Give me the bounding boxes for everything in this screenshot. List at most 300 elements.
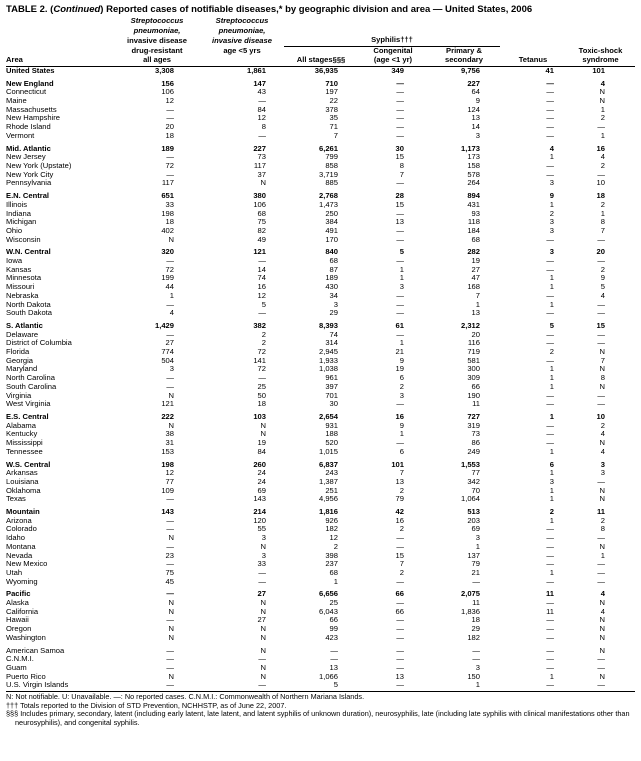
row-value: — <box>396 646 404 655</box>
row-value: 504 <box>161 356 174 365</box>
row-value: — <box>546 625 554 634</box>
row-value: 30 <box>395 144 404 153</box>
row-value: — <box>546 525 554 534</box>
row-value: 82 <box>257 226 266 235</box>
row-value: 3 <box>399 283 404 292</box>
row-value: 116 <box>467 339 480 348</box>
row-value: 28 <box>395 192 404 201</box>
row-value: 24 <box>257 469 266 478</box>
table-row <box>6 365 635 374</box>
row-value: — <box>396 542 404 551</box>
row-value: 109 <box>161 486 174 495</box>
table-row <box>6 97 635 106</box>
row-area-label: Vermont <box>6 131 35 140</box>
row-value: 15 <box>395 200 404 209</box>
table-row <box>6 422 635 431</box>
row-value: 68 <box>257 209 266 218</box>
row-value: N <box>260 633 266 642</box>
row-value: 13 <box>395 477 404 486</box>
row-value: 2 <box>549 508 554 517</box>
row-value: 55 <box>257 525 266 534</box>
row-value: 727 <box>467 412 480 421</box>
table-row <box>6 517 635 526</box>
row-value: — <box>546 114 554 123</box>
row-value: 66 <box>395 607 404 616</box>
row-value: 3 <box>169 365 174 374</box>
row-value: 20 <box>471 330 480 339</box>
row-value: — <box>546 577 554 586</box>
row-value: 4 <box>600 607 605 616</box>
row-value: 3 <box>549 179 554 188</box>
row-value: 35 <box>329 114 338 123</box>
row-value: 926 <box>325 516 338 525</box>
row-value: 1 <box>169 291 174 300</box>
notifiable-diseases-table <box>6 17 635 690</box>
row-area-label: Ohio <box>6 226 23 235</box>
row-value: 13 <box>395 218 404 227</box>
row-area-label: Colorado <box>6 525 37 534</box>
row-value: 9,756 <box>460 66 480 75</box>
footnote-ddd: ††† Totals reported to the Division of STD Prevention, NCHHSTP, as of June 22, 2007. <box>6 700 287 710</box>
row-value: — <box>258 655 266 664</box>
row-value: — <box>597 309 605 318</box>
row-value: 101 <box>391 460 404 469</box>
row-value: — <box>166 330 174 339</box>
row-value: — <box>546 97 554 106</box>
row-value: 66 <box>471 382 480 391</box>
row-value: — <box>396 179 404 188</box>
row-value: 29 <box>471 625 480 634</box>
row-value: 86 <box>471 439 480 448</box>
row-value: 380 <box>253 192 266 201</box>
row-value: — <box>597 235 605 244</box>
table-row <box>6 66 635 75</box>
row-value: 3 <box>600 460 605 469</box>
row-value: 12 <box>257 114 266 123</box>
row-value: 42 <box>395 508 404 517</box>
table-row <box>6 590 635 599</box>
row-value: 69 <box>257 486 266 495</box>
table-title <box>6 4 635 15</box>
row-value: — <box>597 391 605 400</box>
table-row <box>6 88 635 97</box>
table-row <box>6 309 635 318</box>
table-row <box>6 673 635 682</box>
row-value: 84 <box>257 447 266 456</box>
table-row <box>6 495 635 504</box>
row-value: 1,066 <box>318 672 338 681</box>
row-value: 7 <box>600 356 605 365</box>
row-value: — <box>396 625 404 634</box>
row-value: 16 <box>596 144 605 153</box>
row-value: — <box>166 105 174 114</box>
row-value: 14 <box>257 265 266 274</box>
row-value: — <box>396 655 404 664</box>
header-row-3 <box>6 36 635 46</box>
row-value: — <box>597 257 605 266</box>
hdr-congenital-1: Congenital <box>373 45 413 55</box>
row-value: 431 <box>467 200 480 209</box>
row-value: 2,654 <box>318 412 338 421</box>
row-value: 3 <box>399 391 404 400</box>
row-value: 9 <box>600 274 605 283</box>
row-value: N <box>599 542 605 551</box>
row-value: 402 <box>161 226 174 235</box>
row-value: 198 <box>161 209 174 218</box>
row-value: — <box>396 79 404 88</box>
table-row <box>6 461 635 470</box>
row-value: 182 <box>325 525 338 534</box>
row-value: 4 <box>600 291 605 300</box>
row-value: N <box>599 616 605 625</box>
row-value: — <box>597 330 605 339</box>
row-value: 520 <box>325 439 338 448</box>
hdr-strep-dr-2: pneumoniae, <box>133 25 181 35</box>
row-value: 31 <box>165 439 174 448</box>
row-value: 3 <box>549 477 554 486</box>
row-value: — <box>546 291 554 300</box>
row-value: 1 <box>549 495 554 504</box>
row-value: — <box>166 170 174 179</box>
row-value: — <box>396 330 404 339</box>
row-value: 2,075 <box>460 590 480 599</box>
row-value: 3,719 <box>318 170 338 179</box>
table-row <box>6 292 635 301</box>
row-value: 885 <box>325 179 338 188</box>
row-area-label: Arizona <box>6 516 32 525</box>
row-value: 5 <box>600 283 605 292</box>
row-value: — <box>546 170 554 179</box>
row-area-label: Montana <box>6 542 36 551</box>
row-value: 29 <box>329 309 338 318</box>
hdr-strep-u5-5 <box>200 56 284 66</box>
row-area-label: Minnesota <box>6 274 42 283</box>
row-value: — <box>166 374 174 383</box>
row-value: 19 <box>471 257 480 266</box>
row-value: 1 <box>600 131 605 140</box>
row-value: 24 <box>257 477 266 486</box>
row-value: 2 <box>399 382 404 391</box>
table-row <box>6 162 635 171</box>
hdr-toxic-2: syndrome <box>582 55 619 65</box>
row-value: 342 <box>467 477 480 486</box>
row-value: — <box>166 525 174 534</box>
table-row <box>6 106 635 115</box>
row-area-label: Delaware <box>6 330 39 339</box>
table-row <box>6 543 635 552</box>
row-value: 4 <box>549 144 554 153</box>
row-value: 121 <box>161 400 174 409</box>
row-area-label: E.N. Central <box>6 192 50 201</box>
row-area-label: U.S. Virgin Islands <box>6 681 69 690</box>
row-value: 3 <box>261 551 266 560</box>
row-value: N <box>168 599 174 608</box>
hdr-strep-u5-1: Streptococcus <box>215 16 269 25</box>
row-value: N <box>168 534 174 543</box>
row-value: N <box>599 672 605 681</box>
row-value: 103 <box>253 412 266 421</box>
row-value: 250 <box>325 209 338 218</box>
table-row <box>6 560 635 569</box>
row-value: N <box>599 495 605 504</box>
table-row <box>6 339 635 348</box>
row-value: 858 <box>325 162 338 170</box>
row-value: 7 <box>399 560 404 569</box>
row-value: 1 <box>600 105 605 114</box>
table-row <box>6 248 635 257</box>
row-value: — <box>546 599 554 608</box>
row-area-label: W.S. Central <box>6 460 51 469</box>
row-value: — <box>546 542 554 551</box>
table-row <box>6 478 635 487</box>
header-row-1 <box>6 17 635 27</box>
row-area-label: Alaska <box>6 599 29 608</box>
row-value: 173 <box>467 153 480 162</box>
row-value: — <box>258 97 266 106</box>
row-value: 106 <box>253 200 266 209</box>
row-value: N <box>260 663 266 672</box>
row-value: 16 <box>395 516 404 525</box>
row-value: 9 <box>549 192 554 201</box>
row-value: 3 <box>475 131 480 140</box>
row-area-label: Nevada <box>6 551 33 560</box>
hdr-strep-dr-4: drug-resistant <box>131 45 183 55</box>
row-area-label: Massachusetts <box>6 105 57 114</box>
row-value: 203 <box>467 516 480 525</box>
row-value: — <box>546 235 554 244</box>
row-value: — <box>546 633 554 642</box>
row-value: 189 <box>161 144 174 153</box>
row-value: 16 <box>257 283 266 292</box>
row-value: 118 <box>467 218 480 227</box>
row-value: N <box>168 607 174 616</box>
row-value: 73 <box>471 430 480 439</box>
row-area-label: Texas <box>6 495 26 504</box>
row-value: — <box>396 257 404 266</box>
row-value: 931 <box>325 421 338 430</box>
row-value: 1 <box>549 374 554 383</box>
row-value: — <box>546 430 554 439</box>
row-value: — <box>597 339 605 348</box>
table-row <box>6 374 635 383</box>
row-value: — <box>546 265 554 274</box>
row-value: N <box>168 633 174 642</box>
row-value: — <box>396 599 404 608</box>
row-value: N <box>260 430 266 439</box>
row-value: — <box>396 309 404 318</box>
row-value: — <box>546 391 554 400</box>
row-value: — <box>597 577 605 586</box>
row-value: 10 <box>596 179 605 188</box>
row-value: 117 <box>253 162 266 170</box>
row-value: 1,173 <box>460 144 480 153</box>
hdr-syphilis-group: Syphilis††† <box>284 36 500 46</box>
row-area-label: South Carolina <box>6 382 57 391</box>
row-value: 20 <box>165 123 174 132</box>
row-value: 72 <box>257 365 266 374</box>
row-value: 3 <box>475 663 480 672</box>
row-value: — <box>396 105 404 114</box>
row-value: — <box>166 560 174 569</box>
row-value: — <box>546 663 554 672</box>
row-value: 10 <box>596 412 605 421</box>
table-row <box>6 664 635 673</box>
row-area-label: New Mexico <box>6 560 48 569</box>
row-value: 5 <box>549 321 554 330</box>
row-value: 1 <box>549 486 554 495</box>
row-value: — <box>546 439 554 448</box>
row-value: — <box>396 300 404 309</box>
row-value: 170 <box>325 235 338 244</box>
row-value: — <box>597 170 605 179</box>
row-value: 197 <box>325 88 338 97</box>
row-value: 199 <box>161 274 174 283</box>
row-value: 106 <box>161 88 174 97</box>
row-value: — <box>546 257 554 266</box>
row-value: N <box>260 672 266 681</box>
row-value: — <box>597 663 605 672</box>
table-row <box>6 681 635 690</box>
row-value: 1 <box>399 274 404 283</box>
row-value: 249 <box>467 447 480 456</box>
row-value: 300 <box>467 365 480 374</box>
row-value: 18 <box>165 218 174 227</box>
row-area-label: Georgia <box>6 356 34 365</box>
row-value: — <box>472 577 480 586</box>
table-row <box>6 218 635 227</box>
row-value: 21 <box>471 568 480 577</box>
row-value: 1 <box>475 681 480 690</box>
title-suffix: ) Reported cases of notifiable diseases,* by geographic division and area — United States, 2006 <box>100 4 533 15</box>
row-value: 7 <box>333 131 338 140</box>
row-value: 1 <box>549 412 554 421</box>
row-value: 581 <box>467 356 480 365</box>
row-value: — <box>597 534 605 543</box>
row-value: 44 <box>165 283 174 292</box>
row-value: 4 <box>600 430 605 439</box>
row-value: N <box>599 633 605 642</box>
hdr-primary-2: secondary <box>445 55 483 65</box>
row-value: 398 <box>325 551 338 560</box>
table-row <box>6 357 635 366</box>
row-area-label: New Jersey <box>6 153 46 162</box>
row-value: N <box>599 382 605 391</box>
row-area-label: Indiana <box>6 209 31 218</box>
row-value: 1 <box>549 283 554 292</box>
table-row <box>6 430 635 439</box>
row-value: 4 <box>600 153 605 162</box>
row-value: — <box>546 681 554 690</box>
row-value: 13 <box>329 663 338 672</box>
row-value: — <box>166 646 174 655</box>
row-value: — <box>258 577 266 586</box>
row-area-label: Michigan <box>6 218 37 227</box>
row-value: 11 <box>472 400 480 409</box>
table-row <box>6 508 635 517</box>
row-value: 2 <box>600 200 605 209</box>
row-value: 384 <box>325 218 338 227</box>
table-body <box>6 66 635 690</box>
table-row <box>6 171 635 180</box>
row-value: 70 <box>471 486 480 495</box>
row-value: N <box>599 646 605 655</box>
row-value: 1,038 <box>318 365 338 374</box>
row-value: N <box>599 486 605 495</box>
row-value: 4,956 <box>318 495 338 504</box>
row-value: 61 <box>395 321 404 330</box>
table-row <box>6 534 635 543</box>
row-area-label: Virginia <box>6 391 32 400</box>
row-value: 1,816 <box>318 508 338 517</box>
row-value: 77 <box>471 469 480 478</box>
table-row <box>6 210 635 219</box>
row-value: — <box>546 616 554 625</box>
row-value: 93 <box>471 209 480 218</box>
row-area-label: Oregon <box>6 625 32 634</box>
row-value: 1,473 <box>318 200 338 209</box>
hdr-strep-dr-1: Streptococcus <box>130 16 184 25</box>
row-value: 319 <box>467 421 480 430</box>
row-value: 72 <box>165 162 174 170</box>
row-value: N <box>168 235 174 244</box>
row-value: 7 <box>475 291 480 300</box>
row-value: N <box>168 421 174 430</box>
row-value: 423 <box>325 633 338 642</box>
row-value: 19 <box>257 439 266 448</box>
row-value: 1 <box>549 568 554 577</box>
row-value: 156 <box>161 79 174 88</box>
table-row <box>6 348 635 357</box>
table-row <box>6 236 635 245</box>
row-value: 153 <box>161 447 174 456</box>
row-value: 513 <box>467 508 480 517</box>
table-row <box>6 123 635 132</box>
row-value: 9 <box>399 356 404 365</box>
row-value: 2 <box>399 525 404 534</box>
hdr-strep-u5-4: age <5 yrs <box>223 45 261 55</box>
row-value: — <box>396 681 404 690</box>
row-value: 3 <box>549 248 554 257</box>
row-area-label: Louisiana <box>6 477 39 486</box>
row-value: — <box>166 663 174 672</box>
row-value: 774 <box>161 348 174 357</box>
row-value: 2 <box>399 568 404 577</box>
row-value: 710 <box>325 79 338 88</box>
row-value: 2,312 <box>460 321 480 330</box>
row-value: 14 <box>471 123 480 132</box>
row-value: 72 <box>165 265 174 274</box>
row-value: — <box>166 114 174 123</box>
row-value: 2 <box>600 265 605 274</box>
table-row <box>6 192 635 201</box>
row-value: — <box>546 309 554 318</box>
row-value: — <box>166 382 174 391</box>
row-value: — <box>546 162 554 170</box>
row-value: 430 <box>325 283 338 292</box>
row-value: — <box>166 681 174 690</box>
row-value: — <box>546 421 554 430</box>
row-value: 1 <box>549 447 554 456</box>
table-row <box>6 145 635 154</box>
row-value: 1,836 <box>460 607 480 616</box>
row-value: — <box>472 646 480 655</box>
row-value: 5 <box>399 248 404 257</box>
row-value: 143 <box>253 495 266 504</box>
row-value: 18 <box>596 192 605 201</box>
row-value: 121 <box>253 248 266 257</box>
row-area-label: Maryland <box>6 365 38 374</box>
row-value: N <box>168 672 174 681</box>
